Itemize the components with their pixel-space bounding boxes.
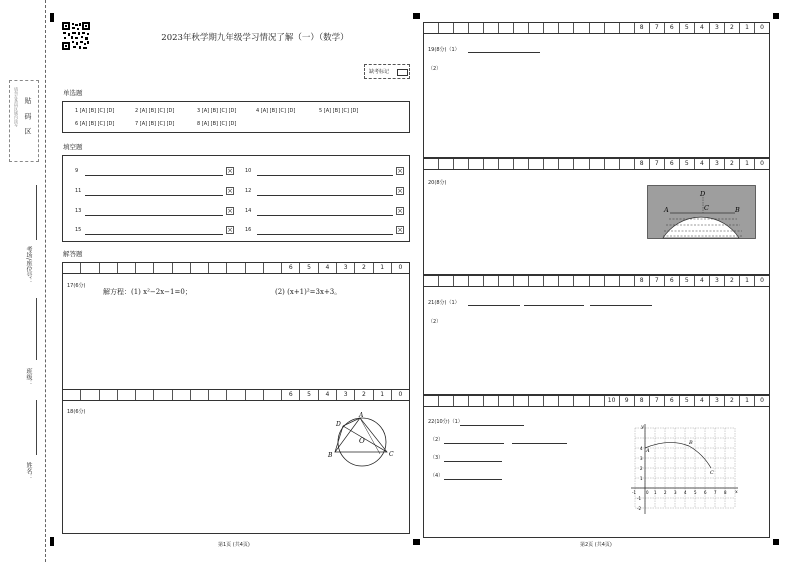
registration-mark bbox=[773, 13, 779, 19]
fill-number: 10 bbox=[245, 168, 252, 174]
axis-label: y bbox=[641, 424, 644, 430]
answer-line[interactable] bbox=[512, 443, 567, 444]
registration-mark bbox=[50, 13, 54, 22]
score-cell[interactable]: 4 bbox=[695, 396, 710, 406]
fill-x-box[interactable]: × bbox=[227, 226, 233, 234]
footer-page-1: 第1页 (共4页) bbox=[218, 542, 250, 548]
fill-x-box[interactable]: × bbox=[397, 167, 403, 175]
answer-line[interactable] bbox=[524, 305, 584, 306]
fill-answer-line[interactable] bbox=[85, 234, 223, 235]
tick-label: -2 bbox=[637, 506, 641, 511]
fill-number: 11 bbox=[75, 188, 82, 194]
q17-part1: 解方程：(1) x²−2x−1=0； bbox=[103, 288, 192, 296]
fill-number: 13 bbox=[75, 208, 82, 214]
fig-label: B bbox=[328, 452, 333, 459]
score-cell[interactable]: 8 bbox=[635, 276, 650, 286]
q22-box bbox=[423, 395, 770, 538]
score-cell[interactable]: 4 bbox=[695, 276, 710, 286]
score-cell[interactable]: 3 bbox=[710, 396, 725, 406]
choice-item[interactable]: 7 [A] [B] [C] [D] bbox=[135, 121, 175, 127]
tick-label: 2 bbox=[664, 490, 667, 495]
tick-label: 1 bbox=[654, 490, 657, 495]
score-cell[interactable]: 4 bbox=[695, 159, 710, 169]
fig-label: B bbox=[735, 206, 740, 214]
score-cell[interactable]: 3 bbox=[710, 159, 725, 169]
q19-box bbox=[423, 22, 770, 158]
fill-number: 12 bbox=[245, 188, 252, 194]
fill-answer-line[interactable] bbox=[85, 215, 223, 216]
tick-label: -1 bbox=[632, 490, 636, 495]
axis-label: x bbox=[735, 489, 738, 495]
q19-part2: （2） bbox=[428, 66, 442, 72]
fig-label: A bbox=[359, 412, 364, 419]
fill-x-box[interactable]: × bbox=[227, 167, 233, 175]
registration-mark bbox=[50, 537, 54, 546]
q19-score-bar bbox=[424, 23, 769, 34]
seat-line bbox=[36, 185, 37, 240]
fig-label: O bbox=[359, 437, 365, 445]
fill-number: 14 bbox=[245, 208, 252, 214]
q17-box bbox=[62, 262, 410, 390]
page-title: 2023年秋学期九年级学习情况了解（一）（数学） bbox=[161, 33, 349, 43]
absent-mark-box[interactable] bbox=[364, 64, 410, 79]
fig-label: A bbox=[646, 448, 650, 454]
absent-mark-label: 缺考标记 bbox=[369, 69, 390, 75]
q22-part2: （2） bbox=[430, 437, 444, 443]
fill-answer-line[interactable] bbox=[257, 215, 393, 216]
choice-item[interactable]: 2 [A] [B] [C] [D] bbox=[135, 108, 175, 114]
q21-score-bar bbox=[424, 276, 769, 287]
fill-answer-line[interactable] bbox=[85, 175, 223, 176]
q21-box bbox=[423, 275, 770, 395]
tick-label: 1 bbox=[640, 476, 643, 481]
tick-label: 7 bbox=[714, 490, 717, 495]
fill-x-box[interactable]: × bbox=[397, 207, 403, 215]
score-cell[interactable]: 5 bbox=[680, 23, 695, 33]
footer-page-2: 第2页 (共4页) bbox=[580, 542, 612, 548]
answer-heading: 解答题 bbox=[63, 250, 83, 258]
single-choice-heading: 单选题 bbox=[63, 89, 83, 97]
q17-score-bar bbox=[63, 263, 409, 274]
fill-blank-box bbox=[62, 155, 410, 242]
fill-answer-line[interactable] bbox=[257, 175, 393, 176]
tick-label: -1 bbox=[637, 496, 641, 501]
score-cell[interactable]: 2 bbox=[725, 159, 740, 169]
score-cell[interactable]: 4 bbox=[695, 23, 710, 33]
score-cell[interactable]: 2 bbox=[355, 390, 373, 400]
absent-mark-checkbox[interactable] bbox=[397, 69, 408, 76]
fill-number: 9 bbox=[75, 168, 79, 174]
fig-label: C bbox=[704, 204, 709, 212]
score-cell[interactable]: 0 bbox=[398, 264, 403, 271]
q20-box bbox=[423, 158, 770, 275]
score-cell[interactable]: 5 bbox=[680, 396, 695, 406]
q17-label: 17(6分) bbox=[67, 283, 86, 289]
score-cell[interactable]: 3 bbox=[337, 263, 355, 273]
fig-label: C bbox=[389, 451, 394, 458]
score-cell[interactable]: 7 bbox=[650, 276, 665, 286]
score-cell[interactable]: 8 bbox=[635, 159, 650, 169]
q22-score-bar bbox=[424, 396, 769, 407]
score-cell[interactable]: 1 bbox=[740, 23, 755, 33]
sticker-area bbox=[9, 80, 39, 162]
q20-tunnel-figure bbox=[647, 185, 757, 240]
score-cell[interactable]: 6 bbox=[282, 263, 300, 273]
score-cell[interactable]: 9 bbox=[620, 396, 635, 406]
answer-line[interactable] bbox=[590, 305, 652, 306]
choice-item[interactable]: 8 [A] [B] [C] [D] bbox=[197, 121, 237, 127]
fill-x-box[interactable]: × bbox=[227, 207, 233, 215]
fill-number: 16 bbox=[245, 227, 252, 233]
score-cell[interactable]: 1 bbox=[740, 396, 755, 406]
q22-grid-figure bbox=[631, 424, 741, 516]
score-cell[interactable]: 5 bbox=[300, 263, 318, 273]
q22-part3: （3） bbox=[430, 455, 444, 461]
q18-score-bar bbox=[63, 390, 409, 401]
answer-line[interactable] bbox=[444, 479, 502, 480]
score-cell[interactable]: 1 bbox=[740, 159, 755, 169]
tick-label: 4 bbox=[640, 446, 643, 451]
binding-dash-line bbox=[45, 0, 46, 562]
score-cell[interactable]: 7 bbox=[650, 396, 665, 406]
q22-label: 22(10分)（1） bbox=[428, 419, 463, 425]
choice-item[interactable]: 3 [A] [B] [C] [D] bbox=[197, 108, 237, 114]
answer-line[interactable] bbox=[468, 52, 540, 53]
score-cell[interactable]: 8 bbox=[635, 23, 650, 33]
score-cell[interactable]: 4 bbox=[319, 390, 337, 400]
q20-label: 20(8分) bbox=[428, 180, 447, 186]
tick-label: 6 bbox=[704, 490, 707, 495]
q19-label: 19(8分)（1） bbox=[428, 47, 460, 53]
q22-part4: （4） bbox=[430, 473, 444, 479]
sticker-area-label: 贴 码 区 bbox=[24, 97, 32, 138]
choice-item[interactable]: 1 [A] [B] [C] [D] bbox=[75, 108, 115, 114]
score-cell[interactable]: 0 bbox=[760, 277, 764, 284]
q21-part2: （2） bbox=[428, 319, 442, 325]
score-cell[interactable]: 0 bbox=[760, 397, 764, 404]
fill-x-box[interactable]: × bbox=[397, 187, 403, 195]
score-cell[interactable]: 4 bbox=[319, 263, 337, 273]
score-cell[interactable]: 3 bbox=[337, 390, 355, 400]
fill-answer-line[interactable] bbox=[257, 234, 393, 235]
score-cell[interactable]: 7 bbox=[650, 23, 665, 33]
fill-blank-heading: 填空题 bbox=[63, 143, 83, 151]
score-cell[interactable]: 3 bbox=[710, 23, 725, 33]
score-cell[interactable]: 2 bbox=[725, 396, 740, 406]
tick-label: 2 bbox=[640, 466, 643, 471]
name-label: 姓名： bbox=[25, 462, 32, 480]
score-cell[interactable]: 5 bbox=[680, 276, 695, 286]
name-line bbox=[36, 400, 37, 455]
score-cell[interactable]: 6 bbox=[665, 396, 680, 406]
fig-label: C bbox=[710, 470, 714, 476]
class-line bbox=[36, 298, 37, 360]
fig-label: D bbox=[336, 421, 341, 428]
score-cell[interactable]: 2 bbox=[355, 263, 373, 273]
score-cell[interactable]: 0 bbox=[398, 391, 403, 398]
answer-line[interactable] bbox=[444, 461, 502, 462]
sticker-note: 请勿在条码区域内涂写 bbox=[14, 87, 19, 127]
score-cell[interactable]: 8 bbox=[635, 396, 650, 406]
score-cell[interactable]: 6 bbox=[665, 276, 680, 286]
choice-item[interactable]: 5 [A] [B] [C] [D] bbox=[319, 108, 359, 114]
registration-mark bbox=[413, 13, 420, 19]
score-cell[interactable]: 6 bbox=[282, 390, 300, 400]
score-cell[interactable]: 3 bbox=[710, 276, 725, 286]
q18-label: 18(6分) bbox=[67, 409, 86, 415]
score-cell[interactable]: 1 bbox=[374, 263, 392, 273]
tick-label: 4 bbox=[684, 490, 687, 495]
q21-label: 21(8分)（1） bbox=[428, 300, 460, 306]
choice-item[interactable]: 4 [A] [B] [C] [D] bbox=[256, 108, 296, 114]
qr-code bbox=[62, 22, 90, 50]
fill-answer-line[interactable] bbox=[257, 195, 393, 196]
registration-mark bbox=[773, 539, 779, 545]
fill-x-box[interactable]: × bbox=[227, 187, 233, 195]
class-label: 班级： bbox=[25, 368, 32, 386]
fig-label: B bbox=[689, 440, 693, 446]
fill-x-box[interactable]: × bbox=[397, 226, 403, 234]
q17-part2: (2) (x+1)²=3x+3。 bbox=[275, 288, 342, 296]
tick-label: 3 bbox=[640, 456, 643, 461]
fill-number: 15 bbox=[75, 227, 82, 233]
score-cell[interactable]: 5 bbox=[300, 390, 318, 400]
score-cell[interactable]: 0 bbox=[760, 24, 764, 31]
score-cell[interactable]: 10 bbox=[605, 396, 620, 406]
q18-circle-figure bbox=[325, 412, 405, 472]
choice-item[interactable]: 6 [A] [B] [C] [D] bbox=[75, 121, 115, 127]
score-cell[interactable]: 6 bbox=[665, 159, 680, 169]
single-choice-box bbox=[62, 101, 410, 133]
tick-label: 3 bbox=[674, 490, 677, 495]
score-cell[interactable]: 5 bbox=[680, 159, 695, 169]
fig-label: A bbox=[664, 206, 669, 214]
seat-label: 考场/座位号： bbox=[25, 246, 32, 285]
answer-line[interactable] bbox=[444, 443, 504, 444]
answer-line[interactable] bbox=[460, 425, 524, 426]
score-cell[interactable]: 0 bbox=[760, 160, 764, 167]
q20-score-bar bbox=[424, 159, 769, 170]
q18-box bbox=[62, 389, 410, 534]
fill-answer-line[interactable] bbox=[85, 195, 223, 196]
tick-label: 8 bbox=[724, 490, 727, 495]
score-cell[interactable]: 7 bbox=[650, 159, 665, 169]
score-cell[interactable]: 1 bbox=[740, 276, 755, 286]
fig-label: D bbox=[700, 190, 706, 198]
answer-line[interactable] bbox=[468, 305, 520, 306]
score-cell[interactable]: 2 bbox=[725, 276, 740, 286]
score-cell[interactable]: 1 bbox=[374, 390, 392, 400]
score-cell[interactable]: 2 bbox=[725, 23, 740, 33]
score-cell[interactable]: 6 bbox=[665, 23, 680, 33]
tick-label: 5 bbox=[694, 490, 697, 495]
registration-mark bbox=[413, 539, 420, 545]
tick-label: 0 bbox=[646, 490, 649, 495]
